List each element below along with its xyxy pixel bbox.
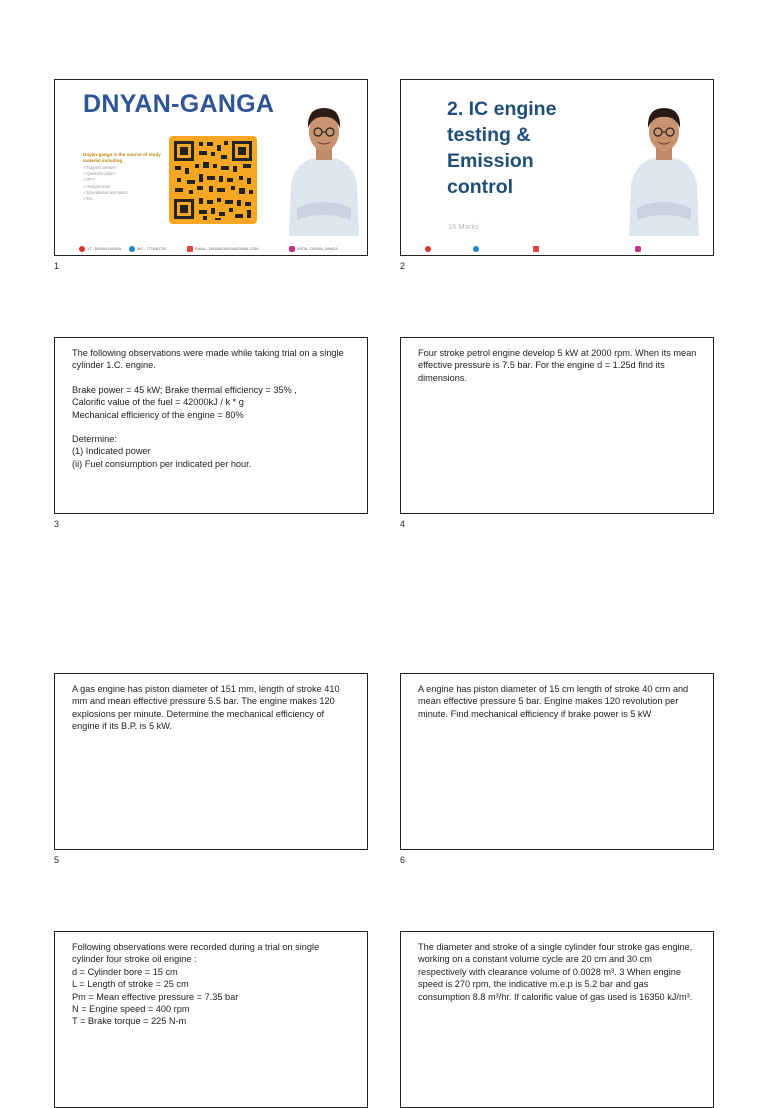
list-item: ✓ Question paper	[83, 171, 167, 177]
gmail-icon	[187, 246, 193, 252]
presenter-photo	[283, 100, 365, 236]
youtube-icon	[79, 246, 85, 252]
list-item: ✓ Toppers answer	[83, 165, 167, 171]
instagram-icon[interactable]	[635, 246, 641, 252]
problem-text: A engine has piston diameter of 15 cm length of stroke 40 crm and mean effective pressure 5 bar. Engine makes 120 revolution per minute. Find mechanical efficiency if brake power is 5 kW	[418, 684, 689, 719]
slide-7[interactable]	[54, 931, 368, 1108]
problem-text: Four stroke petrol engine develop 5 kW at 2000 rpm. When its mean effective pressure is 7.5 bar. For the engine d = 1.25d find its dimensions.	[418, 348, 697, 383]
slide-4[interactable]: Four stroke petrol engine develop 5 kW at 2000 rpm. When its mean effective pressure is 7.5 bar. For the engine d = 1.25d find its dimensions. ·	[400, 337, 714, 514]
email-contact[interactable]: EMAIL - DNYANGANGA@GMAIL.COM	[187, 246, 258, 253]
brand-title: DNYAN-GANGA	[83, 90, 275, 118]
whatsapp-icon	[129, 246, 135, 252]
description-line: Dnyan-ganga is the source of study material including	[83, 152, 161, 163]
slide-8[interactable]	[400, 931, 714, 1108]
slide-1[interactable]	[54, 79, 368, 256]
slide-number: 3	[54, 519, 60, 529]
slide-6[interactable]: A engine has piston diameter of 15 cm length of stroke 40 crm and mean effective pressure 5 bar. Engine makes 120 revolution per minute. Find mechanical efficiency if brake power is 5 kW ·	[400, 673, 714, 850]
slide-number: 1	[54, 261, 60, 271]
slide-number: 6	[400, 855, 406, 865]
slide-number: 2	[400, 261, 406, 271]
presenter-photo	[623, 100, 705, 236]
list-item: ✓ Educational animation	[83, 190, 167, 196]
slide-number: 5	[54, 855, 60, 865]
whatsapp-icon[interactable]	[473, 246, 479, 252]
contact-footer	[401, 246, 713, 253]
qr-code[interactable]	[169, 136, 257, 224]
contact-footer	[55, 246, 367, 253]
problem-text: The diameter and stroke of a single cylinder four stroke gas engine, working on a constant volume cycle are 20 cm and 30 cm respectively with clearance volume of 0.0028 m³. 3 When engine speed is 270 rpm, the indicative m.e.p is 5.2 bar and gas consumption 8.8 m³/hr. If calorific value of gas used is 16350 kJ/m³.	[418, 942, 693, 1002]
marks-label: 16 Marks	[448, 222, 479, 231]
slide-title: 2. IC engine testing & Emission control	[447, 98, 557, 198]
slide-3[interactable]: The following observations were made while taking trial on a single cylinder 1.C. engine. Brake power = 45 kW; Brake thermal efficiency = 35% , Calorific value of the fuel = 42000kJ / k * g Mechanical efficiency of the engine = 80% Determine: (1) Indicated power (ii) Fuel consumption per indicated per hour. ·	[54, 337, 368, 514]
problem-text: Following observations were recorded during a trial on single cylinder four stroke oil engine : d = Cylinder bore = 15 cm L = Length of stroke = 25 cm Pm = Mean effective pressure = 7.35 bar N = Engine speed = 400 rpm T = Brake torque = 225 N-m	[72, 942, 320, 1027]
youtube-contact[interactable]: YT - DNYAN GANGA	[79, 246, 121, 253]
list-item: ✓ Etc.	[83, 196, 167, 202]
list-item: ✓ Assignments	[83, 184, 167, 190]
problem-text: A gas engine has piston diameter of 151 mm, length of stroke 410 mm and mean effective pressure 5.5 bar. The engine makes 120 explosions per minute. Determine the mechanical efficiency of engine if its B.P. is 5 kW.	[72, 684, 340, 732]
instagram-icon	[289, 246, 295, 252]
problem-text: The following observations were made while taking trial on a single cylinder 1.C. engine. Brake power = 45 kW; Brake thermal efficiency = 35% , Calorific value of the fuel = 42000kJ / k * g Mechanical efficiency of the engine = 80% Determine: (1) Indicated power (ii) Fuel consumption per indicated per hour.	[72, 348, 344, 469]
instagram-contact[interactable]: INSTA - DNYAN_GANGA	[289, 246, 338, 253]
material-list	[83, 165, 167, 202]
brand-description	[83, 152, 167, 202]
slide-5[interactable]: A gas engine has piston diameter of 151 mm, length of stroke 410 mm and mean effective pressure 5.5 bar. The engine makes 120 explosions per minute. Determine the mechanical efficiency of engine if its B.P. is 5 kW. ·	[54, 673, 368, 850]
slide-number: 4	[400, 519, 406, 529]
whatsapp-contact[interactable]: WO - 7774987792	[129, 246, 166, 253]
gmail-icon[interactable]	[533, 246, 539, 252]
list-item: ✓ PPT	[83, 177, 167, 183]
youtube-icon[interactable]	[425, 246, 431, 252]
slide-2[interactable]	[400, 79, 714, 256]
